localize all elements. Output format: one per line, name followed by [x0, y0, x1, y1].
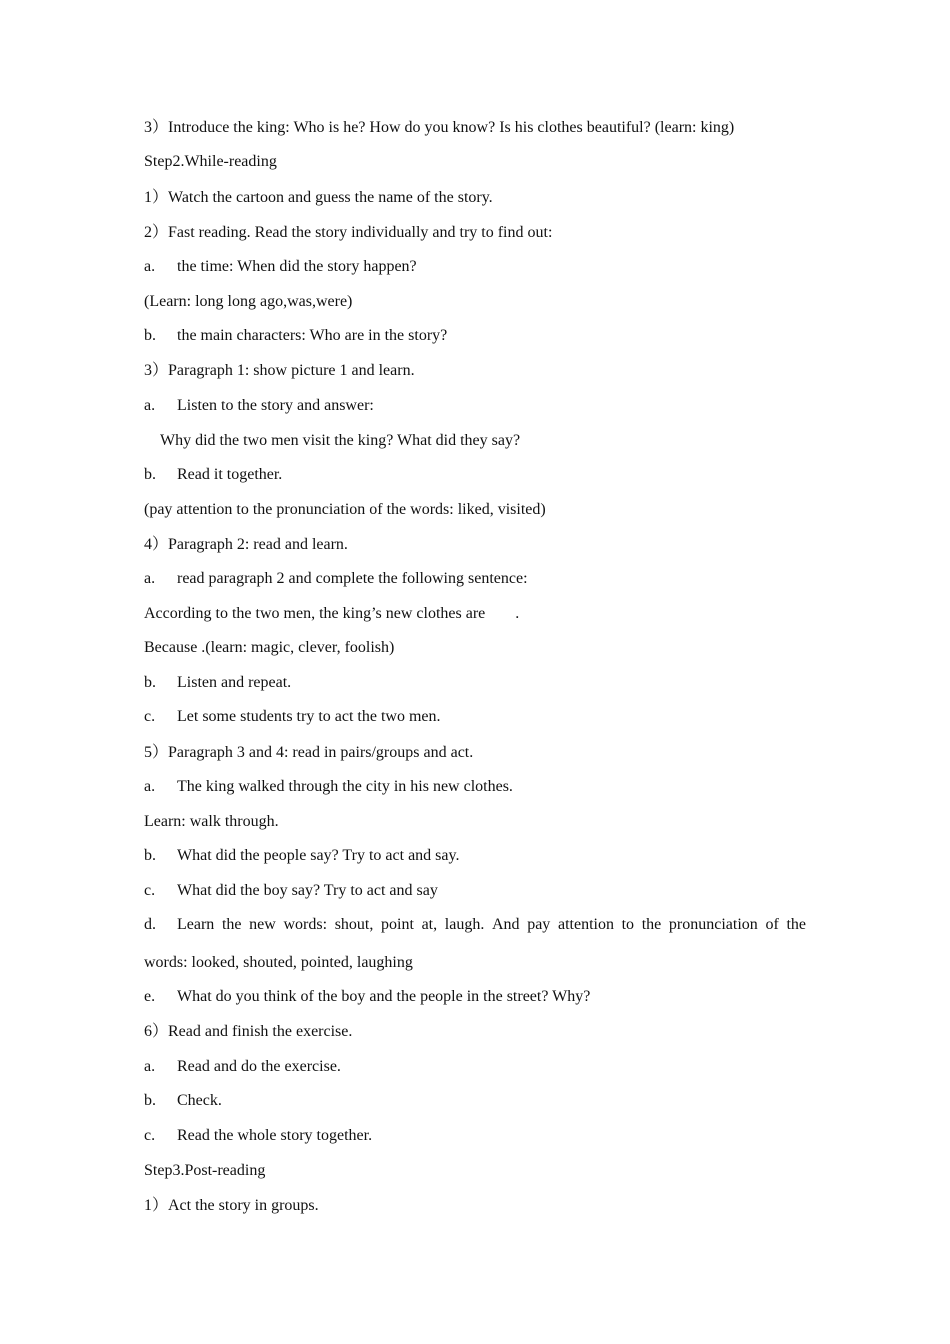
- word: attention: [557, 916, 614, 933]
- word: shout,: [334, 916, 374, 933]
- list-marker: c.: [144, 882, 156, 899]
- list-marker: c.: [144, 708, 156, 725]
- list-item: [144, 465, 282, 485]
- list-marker: e.: [144, 988, 156, 1005]
- section-heading: Step3.Post-reading: [144, 1162, 266, 1179]
- text-line: Why did the two men visit the king? What did they say?: [160, 432, 521, 449]
- list-item-text: Read it together.: [177, 466, 283, 483]
- word: the: [221, 916, 242, 933]
- text-line: [144, 604, 519, 624]
- list-item: [144, 326, 447, 346]
- word: the: [786, 916, 806, 933]
- list-item: [144, 673, 291, 693]
- word: new: [249, 916, 276, 933]
- justified-text: [177, 915, 806, 935]
- text-line: Because .(learn: magic, clever, foolish): [144, 639, 395, 656]
- list-marker: a.: [144, 258, 156, 275]
- list-item: [144, 569, 528, 589]
- word: Learn: [177, 916, 215, 933]
- text-line: words: looked, shouted, pointed, laughing: [144, 954, 413, 971]
- list-item: [144, 707, 441, 727]
- list-item: [144, 396, 374, 416]
- word: at,: [421, 916, 438, 933]
- list-item: [144, 987, 590, 1007]
- list-item-text: the main characters: Who are in the story?: [177, 327, 448, 344]
- list-marker: b.: [144, 847, 156, 864]
- list-item-text: Let some students try to act the two men.: [177, 708, 441, 725]
- word: laugh.: [444, 916, 485, 933]
- sentence-end: .: [515, 605, 520, 622]
- word: pronunciation: [668, 916, 758, 933]
- list-item-text: The king walked through the city in his new clothes.: [177, 778, 513, 795]
- word: And: [491, 916, 520, 933]
- list-marker: d.: [144, 916, 156, 933]
- word: the: [641, 916, 662, 933]
- list-item: [144, 1126, 372, 1146]
- text-line: 4）Paragraph 2: read and learn.: [144, 536, 348, 553]
- list-marker: a.: [144, 778, 156, 795]
- list-marker: c.: [144, 1127, 156, 1144]
- text-line: 2）Fast reading. Read the story individually and try to find out:: [144, 224, 553, 241]
- text-line: 5）Paragraph 3 and 4: read in pairs/groups and act.: [144, 744, 474, 761]
- word: pay: [527, 916, 551, 933]
- list-item: [144, 777, 513, 797]
- list-item-text: What did the boy say? Try to act and say: [177, 882, 438, 899]
- word: to: [621, 916, 635, 933]
- text-line: Learn: walk through.: [144, 813, 279, 830]
- word: of: [765, 916, 779, 933]
- list-item: [144, 1057, 341, 1077]
- list-item: [144, 881, 438, 901]
- word: words:: [283, 916, 328, 933]
- list-marker: b.: [144, 327, 156, 344]
- list-item-text: Listen to the story and answer:: [177, 397, 374, 414]
- list-item-text: Listen and repeat.: [177, 674, 292, 691]
- list-item-text: Read and do the exercise.: [177, 1058, 341, 1075]
- text-line: 6）Read and finish the exercise.: [144, 1023, 353, 1040]
- text-line: 1）Act the story in groups.: [144, 1197, 319, 1214]
- list-item-text: Check.: [177, 1092, 222, 1109]
- section-heading: Step2.While-reading: [144, 153, 277, 170]
- list-item: [144, 846, 459, 866]
- list-item-text: What do you think of the boy and the people in the street? Why?: [177, 988, 591, 1005]
- text-line: 1）Watch the cartoon and guess the name of the story.: [144, 189, 493, 206]
- list-marker: b.: [144, 674, 156, 691]
- list-item: [144, 915, 806, 935]
- list-marker: b.: [144, 1092, 156, 1109]
- text-line: (pay attention to the pronunciation of the words: liked, visited): [144, 501, 546, 518]
- word: point: [381, 916, 414, 933]
- list-item: [144, 257, 417, 277]
- sentence-text: According to the two men, the king’s new clothes are: [144, 605, 486, 622]
- list-marker: a.: [144, 1058, 156, 1075]
- list-item-text: What did the people say? Try to act and say.: [177, 847, 460, 864]
- list-marker: a.: [144, 570, 156, 587]
- text-line: 3）Paragraph 1: show picture 1 and learn.: [144, 362, 415, 379]
- list-item-text: Read the whole story together.: [177, 1127, 373, 1144]
- list-item-text: read paragraph 2 and complete the following sentence:: [177, 570, 528, 587]
- list-item: [144, 1091, 222, 1111]
- list-marker: b.: [144, 466, 156, 483]
- list-item-text: the time: When did the story happen?: [177, 258, 417, 275]
- list-marker: a.: [144, 397, 156, 414]
- text-line: (Learn: long long ago,was,were): [144, 293, 353, 310]
- text-line: 3）Introduce the king: Who is he? How do you know? Is his clothes beautiful? (learn: king): [144, 119, 735, 136]
